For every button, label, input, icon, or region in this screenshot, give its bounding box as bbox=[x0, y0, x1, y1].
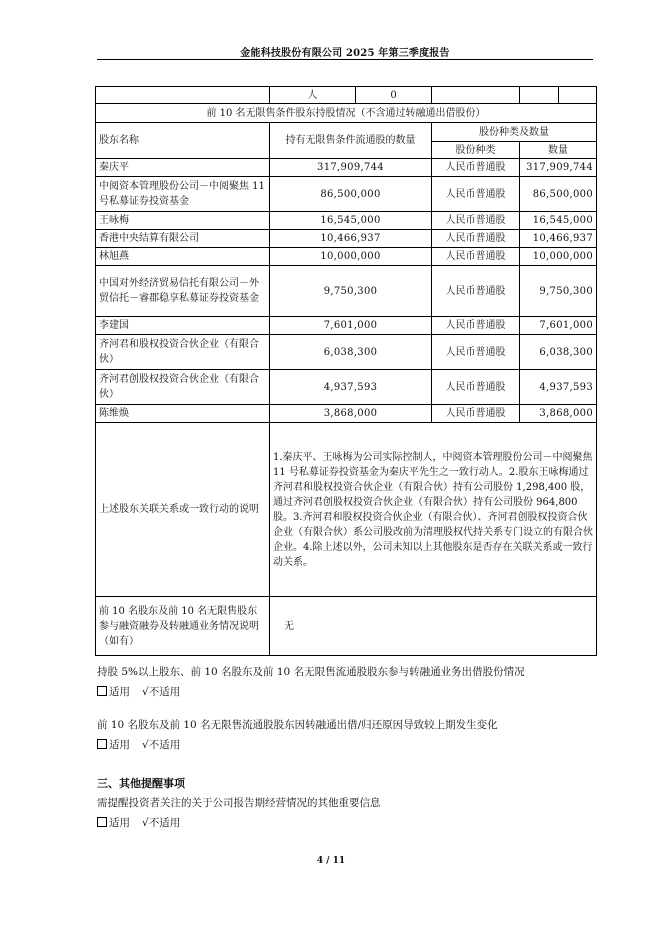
holder-name: 齐河君创股权投资合伙企业（有限合伙） bbox=[96, 370, 270, 405]
table-row bbox=[96, 266, 597, 317]
holder-qty: 10,466,937 bbox=[270, 230, 432, 248]
holder-qty: 9,750,300 bbox=[270, 266, 432, 317]
col-header-type: 股份种类 bbox=[432, 142, 520, 159]
share-count: 86,500,000 bbox=[520, 177, 597, 212]
col-header-count: 数量 bbox=[520, 142, 597, 159]
table-row-top bbox=[96, 87, 597, 104]
not-applicable-label: √不适用 bbox=[142, 817, 181, 829]
col-header-type-group: 股份种类及数量 bbox=[432, 123, 597, 142]
share-count: 7,601,000 bbox=[520, 317, 597, 335]
table-title: 前 10 名无限售条件股东持股情况（不含通过转融通出借股份） bbox=[96, 104, 597, 123]
top-row-label bbox=[96, 87, 270, 104]
share-type: 人民币普通股 bbox=[432, 335, 520, 370]
section-title: 三、其他提醒事项 bbox=[97, 777, 185, 790]
page-number: 4 / 11 bbox=[316, 856, 346, 866]
holder-name: 中国对外经济贸易信托有限公司－外贸信托－睿郡稳享私募证券投资基金 bbox=[96, 266, 270, 317]
table-row bbox=[96, 405, 597, 423]
relation-label: 上述股东关联关系或一致行动的说明 bbox=[96, 423, 270, 597]
share-count: 4,937,593 bbox=[520, 370, 597, 405]
margin-trading-value: 无 bbox=[270, 597, 597, 656]
lending-applicability bbox=[97, 684, 180, 699]
col-header-holder: 股东名称 bbox=[96, 123, 270, 159]
share-type: 人民币普通股 bbox=[432, 230, 520, 248]
holder-qty: 86,500,000 bbox=[270, 177, 432, 212]
table-row bbox=[96, 230, 597, 248]
holder-name: 陈维焕 bbox=[96, 405, 270, 423]
checkbox-applicable[interactable] bbox=[97, 739, 107, 749]
holder-name: 李建国 bbox=[96, 317, 270, 335]
applicable-label: 适用 bbox=[109, 817, 130, 829]
share-count: 317,909,744 bbox=[520, 159, 597, 177]
holder-name: 王咏梅 bbox=[96, 212, 270, 230]
table-row bbox=[96, 335, 597, 370]
relation-description: 1.秦庆平、王咏梅为公司实际控制人，中阅资本管理股份公司－中阅聚焦 11 号私募证券投资基金为秦庆平先生之一致行动人。2.股东王咏梅通过齐河君和股权投资合伙企业（有限合伙）持有公司股份 1,298,400 股，通过齐河君创股权投资合伙企业（有限合伙）持有公司股份 964,800 股。3.齐河君和股权投资合伙企业（有限合伙）、齐河君创股权投资合伙企业（有限合伙）系公司股改前为清理股权代持关系专门设立的有限合伙企业。4.除上述以外，公司未知以上其他股东是否存在关联关系或一致行动关系。 bbox=[270, 423, 597, 597]
share-count: 3,868,000 bbox=[520, 405, 597, 423]
not-applicable-label: √不适用 bbox=[142, 686, 181, 698]
share-type: 人民币普通股 bbox=[432, 266, 520, 317]
table-row bbox=[96, 212, 597, 230]
share-type: 人民币普通股 bbox=[432, 405, 520, 423]
margin-trading-label: 前 10 名股东及前 10 名无限售股东参与融资融券及转融通业务情况说明（如有） bbox=[96, 597, 270, 656]
lending-info-text: 持股 5%以上股东、前 10 名股东及前 10 名无限售流通股股东参与转融通业务出借股份情况 bbox=[97, 666, 525, 678]
applicable-label: 适用 bbox=[109, 686, 130, 698]
table-row bbox=[96, 317, 597, 335]
holder-qty: 3,868,000 bbox=[270, 405, 432, 423]
share-count: 9,750,300 bbox=[520, 266, 597, 317]
not-applicable-label: √不适用 bbox=[142, 739, 181, 751]
section-applicability bbox=[97, 815, 180, 830]
share-type: 人民币普通股 bbox=[432, 212, 520, 230]
applicable-label: 适用 bbox=[109, 739, 130, 751]
holder-qty: 7,601,000 bbox=[270, 317, 432, 335]
holder-name: 中阅资本管理股份公司－中阅聚焦 11 号私募证券投资基金 bbox=[96, 177, 270, 212]
report-header-title: 金能科技股份有限公司 2025 年第三季度报告 bbox=[240, 48, 450, 59]
section-description: 需提醒投资者关注的关于公司报告期经营情况的其他重要信息 bbox=[97, 797, 381, 809]
table-row bbox=[96, 159, 597, 177]
share-type: 人民币普通股 bbox=[432, 317, 520, 335]
holder-qty: 6,038,300 bbox=[270, 335, 432, 370]
table-row bbox=[96, 248, 597, 266]
holder-name: 香港中央结算有限公司 bbox=[96, 230, 270, 248]
checkbox-applicable[interactable] bbox=[97, 686, 107, 696]
holder-qty: 317,909,744 bbox=[270, 159, 432, 177]
holder-qty: 10,000,000 bbox=[270, 248, 432, 266]
share-count: 10,466,937 bbox=[520, 230, 597, 248]
share-type: 人民币普通股 bbox=[432, 159, 520, 177]
checkbox-applicable[interactable] bbox=[97, 817, 107, 827]
holder-qty: 4,937,593 bbox=[270, 370, 432, 405]
share-type: 人民币普通股 bbox=[432, 177, 520, 212]
shareholders-table bbox=[95, 86, 597, 656]
share-count: 16,545,000 bbox=[520, 212, 597, 230]
holder-name: 秦庆平 bbox=[96, 159, 270, 177]
col-header-qty: 持有无限售条件流通股的数量 bbox=[270, 123, 432, 159]
table-row bbox=[96, 177, 597, 212]
lending-change-text: 前 10 名股东及前 10 名无限售流通股股东因转融通出借/归还原因导致较上期发生变化 bbox=[97, 719, 498, 731]
change-applicability bbox=[97, 737, 180, 752]
share-count: 6,038,300 bbox=[520, 335, 597, 370]
table-row bbox=[96, 370, 597, 405]
top-row-label-cell: 人 bbox=[270, 87, 356, 104]
share-type: 人民币普通股 bbox=[432, 248, 520, 266]
holder-name: 齐河君和股权投资合伙企业（有限合伙） bbox=[96, 335, 270, 370]
share-count: 10,000,000 bbox=[520, 248, 597, 266]
header-rule bbox=[97, 59, 593, 60]
top-row-value: 0 bbox=[356, 87, 432, 104]
holder-name: 林旭燕 bbox=[96, 248, 270, 266]
share-type: 人民币普通股 bbox=[432, 370, 520, 405]
holder-qty: 16,545,000 bbox=[270, 212, 432, 230]
